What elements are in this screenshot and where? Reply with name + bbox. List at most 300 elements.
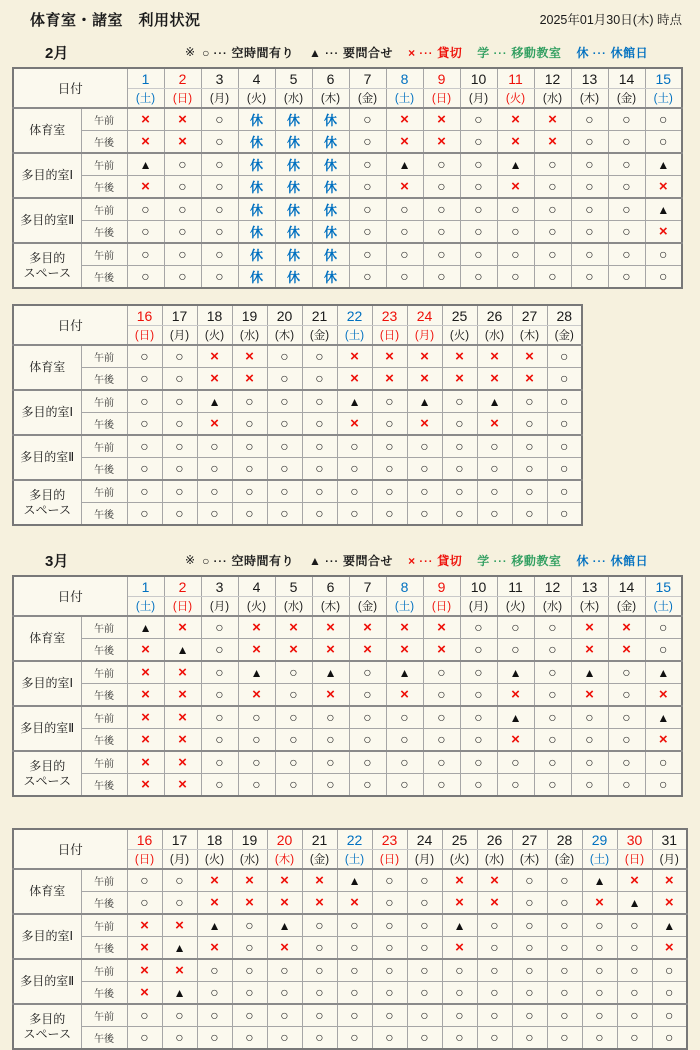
status-symbol: × (141, 132, 150, 150)
status-cell (238, 706, 275, 729)
status-cell (201, 176, 238, 199)
status-symbol: ○ (595, 1028, 604, 1045)
status-cell (534, 176, 571, 199)
status-cell (386, 684, 423, 707)
status-cell (645, 774, 682, 797)
status-cell (267, 390, 302, 413)
legend-label: 休館日 (606, 553, 649, 568)
status-cell (302, 982, 337, 1005)
status-symbol: ○ (280, 437, 289, 454)
status-symbol: ○ (420, 893, 429, 910)
date-header-cell: 日付 (13, 829, 127, 869)
room-label: 多目的室Ⅱ (13, 959, 81, 1004)
status-symbol: × (400, 177, 409, 195)
status-row (13, 131, 682, 154)
status-cell (238, 661, 275, 684)
room-label: 多目的 スペース (13, 480, 81, 525)
status-symbol: × (400, 685, 409, 703)
status-cell (534, 751, 571, 774)
status-symbol: ○ (315, 459, 324, 476)
status-cell (442, 413, 477, 436)
status-cell (460, 684, 497, 707)
legend-symbol: 学 (477, 45, 494, 60)
status-cell (571, 266, 608, 289)
status-symbol: × (140, 916, 149, 934)
day-of-week: (火) (497, 89, 534, 109)
period-label: 午前 (81, 706, 127, 729)
status-cell (238, 729, 275, 752)
status-cell (372, 982, 407, 1005)
status-symbol: ○ (245, 1028, 254, 1045)
status-cell (442, 480, 477, 503)
status-symbol: × (350, 369, 359, 387)
day-of-week: (月) (652, 850, 687, 870)
status-cell (423, 684, 460, 707)
status-symbol: ○ (245, 437, 254, 454)
day-number: 4 (238, 68, 275, 89)
status-symbol: × (245, 871, 254, 889)
room-label: 多目的室Ⅱ (13, 198, 81, 243)
status-cell (512, 480, 547, 503)
status-cell (238, 153, 275, 176)
status-symbol: ○ (548, 155, 557, 172)
status-symbol: ○ (210, 482, 219, 499)
status-symbol: ○ (474, 663, 483, 680)
day-number: 23 (372, 305, 407, 326)
status-symbol: × (178, 663, 187, 681)
status-cell (512, 345, 547, 368)
status-symbol: ○ (210, 1006, 219, 1023)
status-cell (201, 108, 238, 131)
status-symbol: 休 (287, 134, 301, 150)
status-symbol: ○ (140, 1006, 149, 1023)
status-symbol: ○ (474, 155, 483, 172)
status-row (13, 639, 682, 662)
status-cell (201, 266, 238, 289)
day-of-week: (土) (127, 597, 164, 617)
status-cell (608, 153, 645, 176)
status-symbol: × (437, 132, 446, 150)
status-symbol: ○ (560, 1028, 569, 1045)
status-cell (407, 869, 442, 892)
status-cell (337, 458, 372, 481)
status-cell (617, 959, 652, 982)
status-cell (238, 176, 275, 199)
status-cell (386, 729, 423, 752)
status-cell (512, 937, 547, 960)
status-cell (645, 751, 682, 774)
status-cell (349, 108, 386, 131)
status-symbol: ○ (210, 983, 219, 1000)
legend-dots: ··· (493, 555, 508, 568)
day-of-week: (水) (232, 326, 267, 346)
status-symbol: ○ (525, 414, 534, 431)
status-cell (534, 616, 571, 639)
status-cell (372, 914, 407, 937)
status-cell (608, 684, 645, 707)
status-cell (349, 706, 386, 729)
status-cell (407, 480, 442, 503)
day-number: 16 (127, 829, 162, 850)
status-cell (571, 221, 608, 244)
status-symbol: ○ (420, 437, 429, 454)
status-cell (372, 1004, 407, 1027)
status-symbol: × (178, 618, 187, 636)
status-cell (477, 480, 512, 503)
status-cell (238, 684, 275, 707)
status-symbol: ○ (210, 437, 219, 454)
status-row (13, 937, 687, 960)
status-symbol: ○ (437, 685, 446, 702)
status-symbol: ○ (315, 414, 324, 431)
status-cell (162, 413, 197, 436)
status-symbol: ○ (595, 916, 604, 933)
status-cell (267, 1027, 302, 1050)
status-cell (645, 176, 682, 199)
status-cell (423, 131, 460, 154)
status-cell (512, 1004, 547, 1027)
status-cell (534, 774, 571, 797)
status-cell (512, 368, 547, 391)
status-symbol: ○ (326, 730, 335, 747)
status-cell (407, 345, 442, 368)
status-cell (267, 937, 302, 960)
status-cell (442, 1027, 477, 1050)
status-symbol: ○ (595, 938, 604, 955)
status-symbol: ○ (525, 871, 534, 888)
status-symbol: × (437, 640, 446, 658)
day-of-week: (水) (232, 850, 267, 870)
status-cell (372, 892, 407, 915)
status-cell (372, 435, 407, 458)
day-number: 11 (497, 576, 534, 597)
status-symbol: × (280, 871, 289, 889)
status-cell (407, 1027, 442, 1050)
status-symbol: ○ (474, 685, 483, 702)
day-number: 27 (512, 829, 547, 850)
status-symbol: 休 (324, 269, 338, 285)
status-cell (571, 661, 608, 684)
status-symbol: ○ (245, 482, 254, 499)
date-header-cell: 日付 (13, 68, 127, 108)
status-symbol: ○ (525, 983, 534, 1000)
status-symbol: ▲ (509, 157, 522, 172)
status-cell (201, 131, 238, 154)
status-cell (608, 616, 645, 639)
status-cell (127, 982, 162, 1005)
status-symbol: ○ (175, 504, 184, 521)
status-cell (197, 982, 232, 1005)
status-symbol: ○ (622, 200, 631, 217)
status-cell (164, 266, 201, 289)
status-cell (197, 869, 232, 892)
status-symbol: ○ (178, 200, 187, 217)
day-number: 31 (652, 829, 687, 850)
status-cell (232, 368, 267, 391)
status-cell (608, 706, 645, 729)
status-cell (127, 751, 164, 774)
period-label: 午後 (81, 729, 127, 752)
status-symbol: ○ (315, 938, 324, 955)
status-cell (645, 639, 682, 662)
status-cell (197, 914, 232, 937)
status-symbol: ○ (175, 459, 184, 476)
legend-symbol: × (408, 45, 420, 60)
status-symbol: × (437, 618, 446, 636)
legend-label: 貸切 (433, 45, 463, 60)
status-cell (197, 458, 232, 481)
status-symbol: ○ (630, 961, 639, 978)
status-symbol: 休 (287, 157, 301, 173)
table-body (13, 576, 682, 796)
status-cell (442, 390, 477, 413)
status-symbol: ▲ (208, 918, 221, 933)
status-cell (652, 959, 687, 982)
status-symbol: × (178, 132, 187, 150)
legend-prefix: ※ (185, 553, 196, 567)
status-symbol: ○ (280, 392, 289, 409)
status-symbol: ○ (141, 245, 150, 262)
status-symbol: ○ (525, 961, 534, 978)
status-cell (164, 221, 201, 244)
status-symbol: × (178, 775, 187, 793)
status-symbol: × (363, 640, 372, 658)
status-cell (497, 221, 534, 244)
legend-item (309, 552, 393, 569)
legend-label: 空時間有り (227, 553, 294, 568)
status-symbol: ○ (622, 222, 631, 239)
status-symbol: × (511, 177, 520, 195)
status-symbol: ○ (245, 938, 254, 955)
status-symbol: ○ (511, 200, 520, 217)
day-of-week: (月) (162, 850, 197, 870)
status-symbol: ○ (215, 775, 224, 792)
status-symbol: ○ (420, 459, 429, 476)
status-symbol: ○ (245, 983, 254, 1000)
status-cell (127, 661, 164, 684)
day-number: 25 (442, 829, 477, 850)
status-symbol: ▲ (139, 620, 152, 635)
status-symbol: × (141, 177, 150, 195)
period-label: 午後 (81, 266, 127, 289)
status-symbol: ○ (140, 437, 149, 454)
status-symbol: ○ (622, 132, 631, 149)
status-symbol: ○ (511, 222, 520, 239)
legend-dots: ··· (592, 47, 607, 60)
status-symbol: 休 (287, 202, 301, 218)
legend-dots: ··· (592, 555, 607, 568)
legend-symbol: ▲ (309, 45, 326, 60)
status-symbol: ○ (622, 708, 631, 725)
status-cell (512, 390, 547, 413)
day-of-week: (火) (497, 597, 534, 617)
day-of-week: (月) (407, 850, 442, 870)
status-symbol: ○ (252, 708, 261, 725)
status-symbol: ○ (630, 1006, 639, 1023)
status-row (13, 661, 682, 684)
status-row (13, 221, 682, 244)
status-cell (232, 390, 267, 413)
status-symbol: ○ (622, 730, 631, 747)
status-cell (337, 937, 372, 960)
status-symbol: × (140, 983, 149, 1001)
status-cell (547, 869, 582, 892)
status-symbol: ○ (630, 1028, 639, 1045)
status-symbol: × (664, 938, 674, 956)
status-symbol: × (511, 685, 520, 703)
status-symbol: × (420, 369, 429, 387)
day-number: 14 (608, 68, 645, 89)
status-cell (275, 176, 312, 199)
status-row (13, 243, 682, 266)
status-cell (571, 131, 608, 154)
status-cell (337, 1027, 372, 1050)
status-symbol: ○ (630, 938, 639, 955)
status-symbol: 休 (324, 134, 338, 150)
status-cell (162, 503, 197, 526)
status-row (13, 959, 687, 982)
status-cell (442, 892, 477, 915)
status-cell (164, 774, 201, 797)
status-symbol: ○ (141, 222, 150, 239)
status-symbol: × (210, 369, 219, 387)
status-cell (275, 266, 312, 289)
status-symbol: 休 (324, 179, 338, 195)
status-symbol: ○ (560, 437, 569, 454)
status-cell (582, 1027, 617, 1050)
status-symbol: ○ (490, 983, 499, 1000)
status-cell (460, 729, 497, 752)
status-cell (349, 729, 386, 752)
status-cell (477, 982, 512, 1005)
day-number: 12 (534, 576, 571, 597)
period-label: 午前 (81, 869, 127, 892)
status-symbol: 休 (287, 179, 301, 195)
status-cell (127, 368, 162, 391)
period-label: 午前 (81, 616, 127, 639)
status-cell (349, 198, 386, 221)
status-cell (652, 982, 687, 1005)
status-cell (312, 243, 349, 266)
day-of-week: (日) (617, 850, 652, 870)
status-symbol: × (141, 753, 150, 771)
status-cell (337, 368, 372, 391)
status-symbol: ○ (385, 938, 394, 955)
legend-dots: ··· (325, 47, 340, 60)
status-symbol: × (400, 110, 409, 128)
status-row (13, 751, 682, 774)
period-label: 午後 (81, 503, 127, 526)
day-number: 11 (497, 68, 534, 89)
status-symbol: ○ (474, 177, 483, 194)
day-number: 30 (617, 829, 652, 850)
status-symbol: ○ (585, 730, 594, 747)
status-symbol: × (280, 893, 289, 911)
status-symbol: ▲ (583, 665, 596, 680)
day-of-week: (金) (608, 89, 645, 109)
day-number: 24 (407, 829, 442, 850)
status-cell (238, 751, 275, 774)
status-cell (407, 435, 442, 458)
status-cell (275, 639, 312, 662)
status-symbol: 休 (250, 157, 264, 173)
day-number: 28 (547, 829, 582, 850)
status-symbol: 休 (287, 269, 301, 285)
status-cell (512, 503, 547, 526)
status-symbol: ○ (289, 775, 298, 792)
status-cell (312, 176, 349, 199)
status-symbol: ○ (560, 482, 569, 499)
status-cell (267, 914, 302, 937)
day-of-week: (木) (312, 597, 349, 617)
status-symbol: ○ (490, 504, 499, 521)
room-label: 多目的 スペース (13, 751, 81, 796)
status-symbol: ○ (525, 916, 534, 933)
status-cell (201, 243, 238, 266)
status-cell (608, 221, 645, 244)
status-symbol: × (210, 938, 219, 956)
status-symbol: ○ (490, 1028, 499, 1045)
status-cell (312, 751, 349, 774)
status-cell (460, 616, 497, 639)
status-symbol: × (455, 938, 464, 956)
status-cell (460, 131, 497, 154)
status-row (13, 684, 682, 707)
status-symbol: 休 (250, 112, 264, 128)
status-cell (127, 266, 164, 289)
status-symbol: ○ (420, 1006, 429, 1023)
status-symbol: ○ (140, 347, 149, 364)
status-cell (349, 661, 386, 684)
status-cell (312, 729, 349, 752)
status-symbol: ○ (175, 482, 184, 499)
status-cell (127, 706, 164, 729)
status-cell (407, 892, 442, 915)
status-cell (275, 131, 312, 154)
day-number: 7 (349, 68, 386, 89)
status-symbol: × (664, 871, 674, 889)
period-label: 午後 (81, 892, 127, 915)
day-of-week: (木) (512, 326, 547, 346)
status-cell (512, 869, 547, 892)
status-symbol: ○ (210, 504, 219, 521)
status-cell (162, 368, 197, 391)
status-cell (512, 959, 547, 982)
status-symbol: ○ (385, 482, 394, 499)
status-symbol: ○ (490, 916, 499, 933)
status-symbol: × (437, 110, 446, 128)
status-cell (460, 198, 497, 221)
status-cell (386, 221, 423, 244)
status-cell (349, 153, 386, 176)
status-symbol: × (400, 618, 409, 636)
period-label: 午後 (81, 639, 127, 662)
status-cell (512, 914, 547, 937)
status-cell (386, 706, 423, 729)
section-gap (12, 526, 690, 541)
status-symbol: ○ (560, 871, 569, 888)
status-cell (372, 869, 407, 892)
status-cell (645, 131, 682, 154)
status-symbol: ○ (400, 267, 409, 284)
status-cell (162, 345, 197, 368)
legend-item (477, 44, 561, 61)
legend-label: 貸切 (433, 553, 463, 568)
status-cell (386, 751, 423, 774)
status-cell (312, 131, 349, 154)
status-cell (386, 198, 423, 221)
status-cell (197, 368, 232, 391)
